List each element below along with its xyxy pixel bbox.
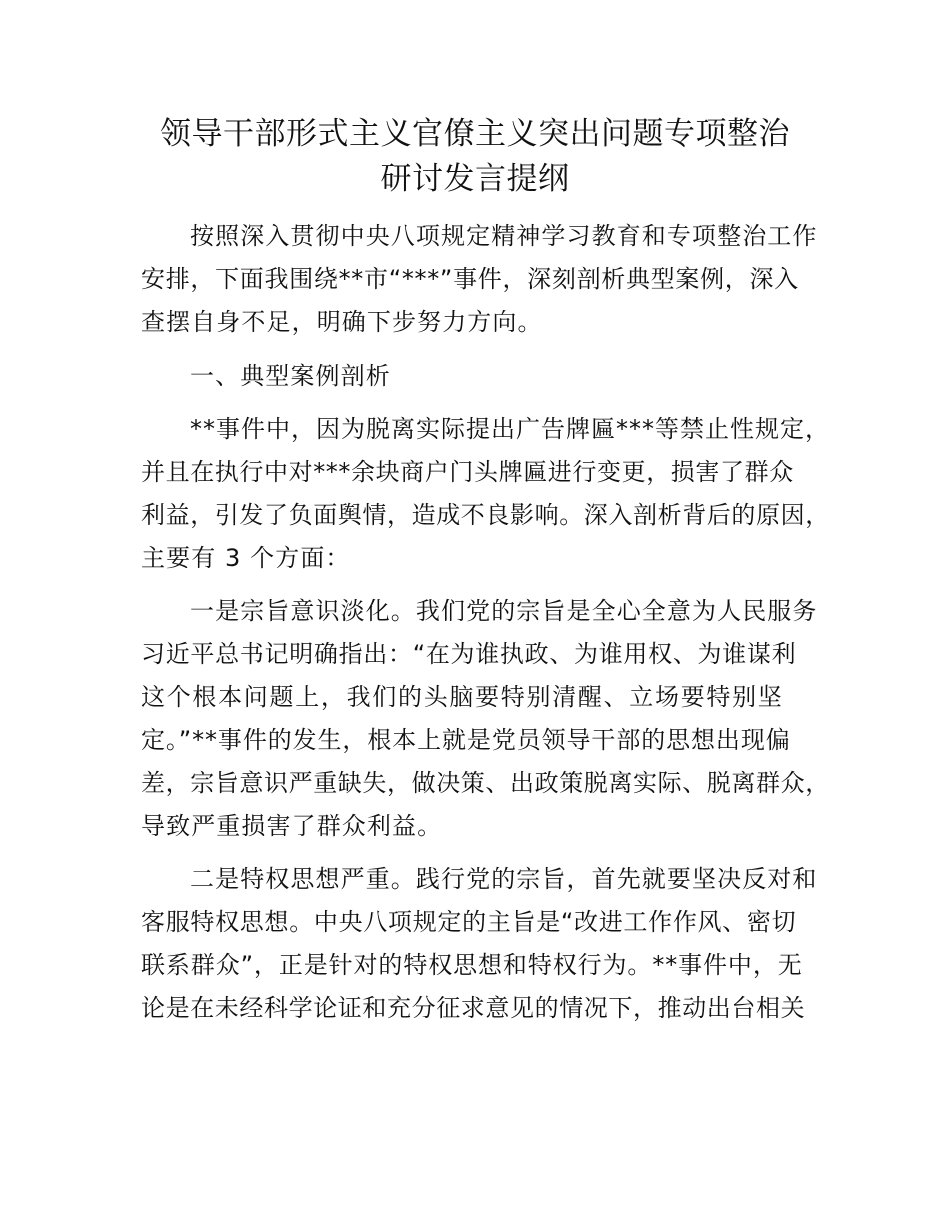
paragraph-1-line-3: 查摆自身不足，明确下步努力方向。 xyxy=(141,308,543,336)
section-heading-1: 一、典型案例剖析 xyxy=(190,362,391,390)
paragraph-2-line-1: **事件中，因为脱离实际提出广告牌匾***等禁止性规定， xyxy=(190,415,830,443)
paragraph-3-line-1: 一是宗旨意识淡化。我们党的宗旨是全心全意为人民服务 xyxy=(190,597,818,625)
paragraph-2-line-4: 主要有 3 个方面： xyxy=(141,544,351,572)
paragraph-4-line-3: 联系群众”，正是针对的特权思想和特权行为。**事件中，无 xyxy=(141,951,803,979)
paragraph-4-line-2: 客服特权思想。中央八项规定的主旨是“改进工作作风、密切 xyxy=(141,908,797,936)
paragraph-2-line-2: 并且在执行中对***余块商户门头牌匾进行变更，损害了群众 xyxy=(141,458,794,486)
paragraph-4-line-4: 论是在未经科学论证和充分征求意见的情况下，推动出台相关 xyxy=(141,994,806,1022)
paragraph-2-line-3: 利益，引发了负面舆情，造成不良影响。深入剖析背后的原因， xyxy=(141,501,830,529)
paragraph-3-line-3: 这个根本问题上，我们的头脑要特别清醒、立场要特别坚 xyxy=(141,683,784,711)
document-title-line-2: 研讨发言提纲 xyxy=(380,161,570,197)
paragraph-4-line-1: 二是特权思想严重。践行党的宗旨，首先就要坚决反对和 xyxy=(190,865,818,893)
paragraph-3-line-6: 导致严重损害了群众利益。 xyxy=(141,812,443,840)
paragraph-1-line-1: 按照深入贯彻中央八项规定精神学习教育和专项整治工作 xyxy=(190,222,818,250)
paragraph-1-line-2: 安排，下面我围绕**市“***”事件，深刻剖析典型案例，深入 xyxy=(141,265,799,293)
paragraph-3-line-4: 定。”**事件的发生，根本上就是党员领导干部的思想出现偏 xyxy=(141,726,791,754)
document-title-line-1: 领导干部形式主义官僚主义突出问题专项整治 xyxy=(160,116,790,152)
paragraph-3-line-2: 习近平总书记明确指出：“在为谁执政、为谁用权、为谁谋利 xyxy=(141,640,797,668)
paragraph-3-line-5: 差，宗旨意识严重缺失，做决策、出政策脱离实际、脱离群众， xyxy=(141,769,830,797)
